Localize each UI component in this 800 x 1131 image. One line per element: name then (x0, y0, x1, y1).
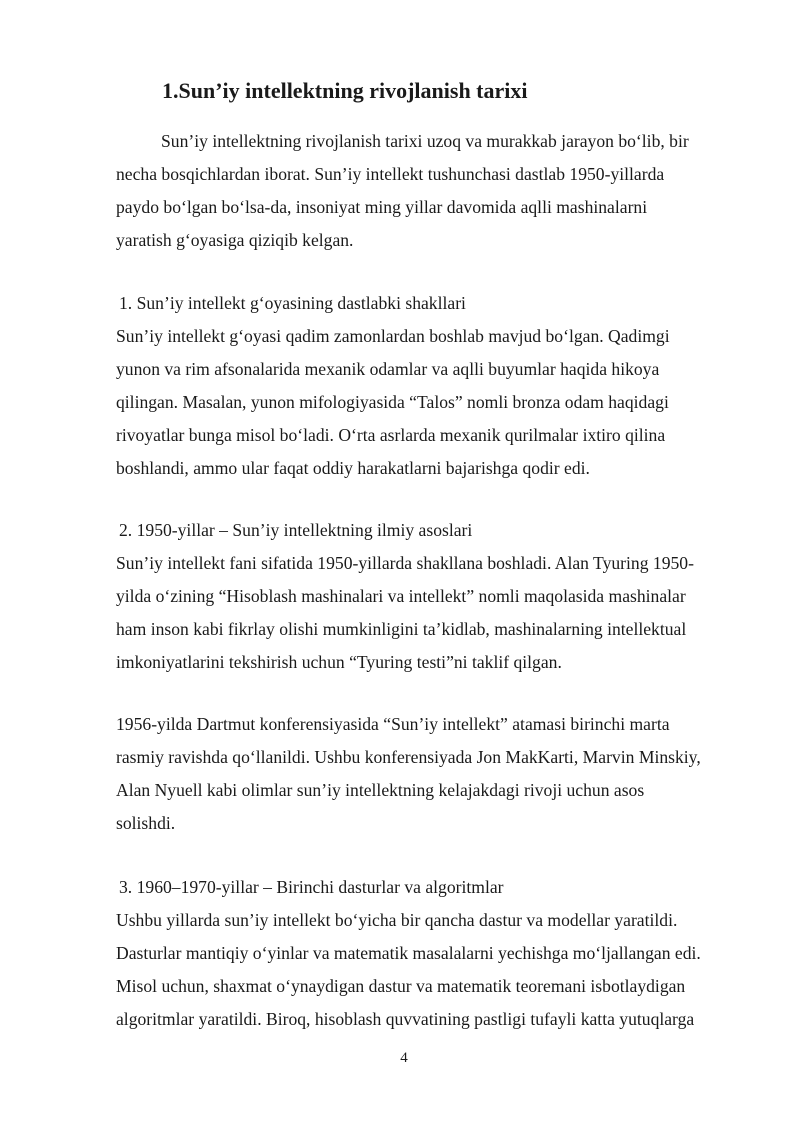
text-line: necha bosqichlardan iborat. Sun’iy intellekt tushunchasi dastlab 1950-yillarda (116, 164, 665, 184)
text-line: 1956-yilda Dartmut konferensiyasida “Sun’iy intellekt” atamasi birinchi marta (116, 714, 670, 734)
text-line: Ushbu yillarda sun’iy intellekt bo‘yicha bir qancha dastur va modellar yaratildi. (116, 910, 678, 930)
text-line: imkoniyatlarini tekshirish uchun “Tyuring testi”ni taklif qilgan. (116, 652, 562, 672)
text-line: boshlandi, ammo ular faqat oddiy harakatlarni bajarishga qodir edi. (116, 458, 590, 478)
text-line: Misol uchun, shaxmat o‘ynaydigan dastur va matematik teoremani isbotlaydigan (116, 976, 686, 996)
intro-paragraph (116, 125, 756, 257)
text-line: Sun’iy intellekt fani sifatida 1950-yillarda shakllana boshladi. Alan Tyuring 1950- (116, 553, 694, 573)
text-line: rasmiy ravishda qo‘llanildi. Ushbu konferensiyada Jon MakKarti, Marvin Minskiy, (116, 747, 701, 767)
text-line: yilda o‘zining “Hisoblash mashinalari va intellekt” nomli maqolasida mashinalar (116, 586, 686, 606)
page-number: 4 (400, 1050, 408, 1066)
text-line: Alan Nyuell kabi olimlar sun’iy intellektning kelajakdagi rivoji uchun asos (116, 780, 645, 800)
text-line: ham inson kabi fikrlay olishi mumkinligini ta’kidlab, mashinalarning intellektual (116, 619, 687, 639)
page-title: 1.Sun’iy intellektning rivojlanish tarixi (162, 78, 528, 103)
text-line: qilingan. Masalan, yunon mifologiyasida “Talos” nomli bronza odam haqidagi (116, 392, 669, 412)
text-line: Dasturlar mantiqiy o‘yinlar va matematik masalalarni yechishga mo‘ljallangan edi. (116, 943, 701, 963)
text-line: yunon va rim afsonalarida mexanik odamlar va aqlli buyumlar haqida hikoya (116, 359, 660, 379)
section-1 (116, 287, 756, 485)
text-line: algoritmlar yaratildi. Biroq, hisoblash quvvatining pastligi tufayli katta yutuqlarga (116, 1009, 695, 1029)
text-line: rivoyatlar bunga misol bo‘ladi. O‘rta asrlarda mexanik qurilmalar ixtiro qilina (116, 425, 666, 445)
section-heading: 3. 1960–1970-yillar – Birinchi dasturlar va algoritmlar (119, 877, 504, 897)
text-line: solishdi. (116, 813, 176, 833)
section-3 (116, 871, 756, 1036)
section-heading: 2. 1950-yillar – Sun’iy intellektning ilmiy asoslari (119, 520, 473, 540)
section-2-paragraph-2 (116, 708, 756, 840)
section-2 (116, 514, 756, 679)
text-line: paydo bo‘lgan bo‘lsa-da, insoniyat ming yillar davomida aqlli mashinalarni (116, 197, 648, 217)
text-line: Sun’iy intellekt g‘oyasi qadim zamonlardan boshlab mavjud bo‘lgan. Qadimgi (116, 326, 670, 346)
section-heading: 1. Sun’iy intellekt g‘oyasining dastlabki shakllari (119, 293, 466, 313)
text-line: Sun’iy intellektning rivojlanish tarixi uzoq va murakkab jarayon bo‘lib, bir (161, 131, 689, 151)
text-line: yaratish g‘oyasiga qiziqib kelgan. (116, 230, 354, 250)
